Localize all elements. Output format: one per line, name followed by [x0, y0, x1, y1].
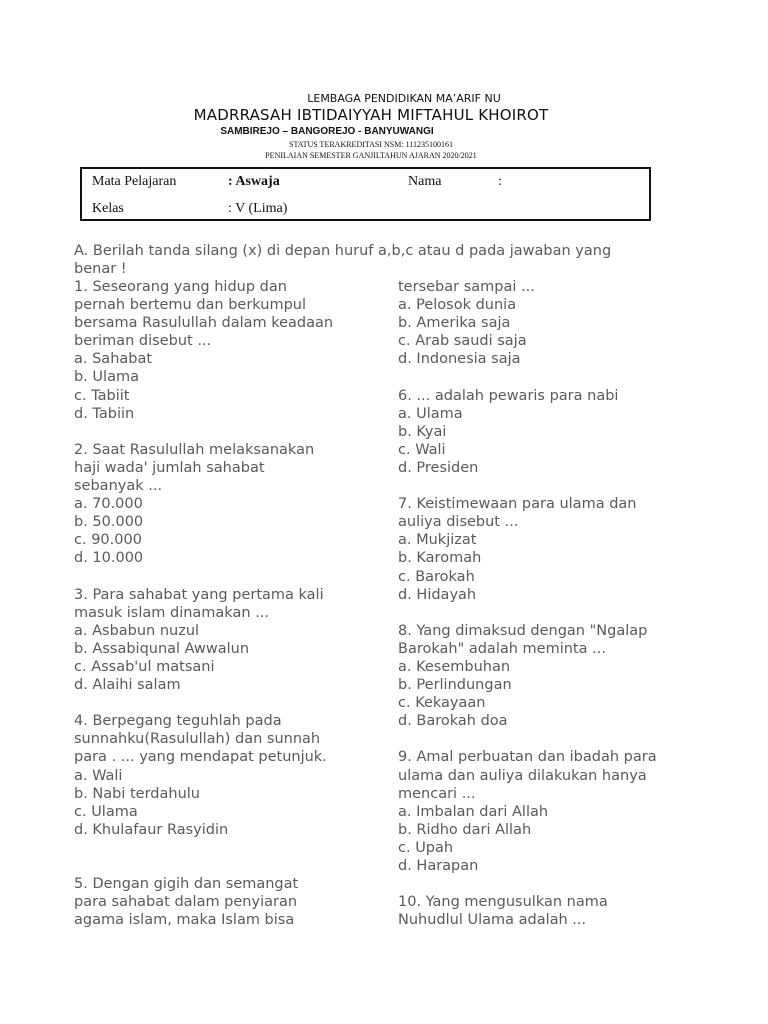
answer-option: a. Wali — [74, 767, 123, 784]
answer-option: a. 70.000 — [74, 496, 143, 513]
question-text: bersama Rasulullah dalam keadaan — [74, 315, 334, 332]
answer-option: c. 90.000 — [74, 532, 142, 549]
question-text: 8. Yang dimaksud dengan "Ngalap — [398, 622, 648, 639]
question-text: sunnahku(Rasulullah) dan sunnah — [74, 731, 321, 748]
answer-option: b. 50.000 — [74, 514, 144, 531]
right-question-column — [398, 278, 718, 929]
answer-option: d. Tabiin — [74, 405, 135, 422]
answer-option: c. Tabiit — [74, 387, 130, 404]
answer-option: d. Barokah doa — [398, 713, 508, 730]
answer-option: a. Ulama — [398, 405, 463, 422]
accreditation-status: STATUS TERAKREDITASI NSM: 111235100161 — [289, 140, 453, 149]
answer-option: d. Indonesia saja — [398, 351, 521, 368]
answer-option: a. Asbabun nuzul — [74, 622, 200, 639]
class-label: Kelas — [92, 201, 124, 216]
answer-option: a. Kesembuhan — [398, 658, 511, 675]
answer-option: b. Karomah — [398, 550, 482, 567]
school-address: SAMBIREJO – BANGOREJO - BANYUWANGI — [220, 126, 434, 137]
instruction-line: A. Berilah tanda silang (x) di depan huruf a,b,c atau d pada jawaban yang — [74, 243, 612, 259]
question-text: agama islam, maka Islam bisa — [74, 912, 295, 929]
question-text: auliya disebut ... — [398, 514, 519, 531]
name-label: Nama — [408, 174, 442, 189]
question-text: 1. Seseorang yang hidup dan — [74, 279, 287, 295]
answer-option: c. Arab saudi saja — [398, 333, 527, 350]
answer-option: a. Imbalan dari Allah — [398, 803, 549, 820]
answer-option: d. Alaihi salam — [74, 677, 181, 694]
answer-option: d. Khulafaur Rasyidin — [74, 821, 229, 838]
answer-option: c. Upah — [398, 839, 454, 856]
question-text: pernah bertemu dan berkumpul — [74, 297, 306, 314]
answer-option: b. Kyai — [398, 423, 447, 440]
left-question-column — [74, 278, 374, 929]
answer-option: c. Barokah — [398, 568, 475, 585]
answer-option: b. Amerika saja — [398, 315, 511, 332]
class-value: : V (Lima) — [228, 201, 288, 216]
question-text: masuk islam dinamakan ... — [74, 604, 269, 621]
question-text: 9. Amal perbuatan dan ibadah para — [398, 749, 657, 766]
student-info-box — [80, 167, 651, 221]
instruction-line: benar ! — [74, 261, 127, 278]
question-text: ulama dan auliya dilakukan hanya — [398, 767, 647, 784]
question-text: haji wada' jumlah sahabat — [74, 459, 265, 476]
answer-option: b. Nabi terdahulu — [74, 785, 200, 802]
answer-option: a. Mukjizat — [398, 532, 477, 549]
answer-option: a. Pelosok dunia — [398, 297, 517, 314]
exam-title: PENILAIAN SEMESTER GANJILTAHUN AJARAN 2020/2021 — [265, 151, 477, 160]
answer-option: b. Ridho dari Allah — [398, 821, 532, 838]
question-text: tersebar sampai ... — [398, 279, 535, 295]
answer-option: b. Perlindungan — [398, 677, 512, 694]
question-text: sebanyak ... — [74, 478, 163, 495]
answer-option: d. Presiden — [398, 459, 479, 476]
answer-option: b. Ulama — [74, 369, 139, 386]
question-text: 10. Yang mengusulkan nama — [398, 894, 608, 911]
subject-label: Mata Pelajaran — [92, 174, 177, 189]
question-text: 2. Saat Rasulullah melaksanakan — [74, 441, 315, 458]
question-text: para sahabat dalam penyiaran — [74, 894, 298, 911]
answer-option: d. 10.000 — [74, 550, 144, 567]
question-text: para . ... yang mendapat petunjuk. — [74, 749, 327, 766]
subject-value: : Aswaja — [228, 174, 280, 189]
question-text: 7. Keistimewaan para ulama dan — [398, 496, 637, 513]
question-text: Barokah" adalah meminta ... — [398, 640, 606, 657]
answer-option: c. Assab'ul matsani — [74, 658, 215, 675]
question-text: 4. Berpegang teguhlah pada — [74, 713, 282, 730]
answer-option: c. Ulama — [74, 803, 138, 820]
question-text: beriman disebut ... — [74, 333, 212, 350]
question-text: 6. ... adalah pewaris para nabi — [398, 387, 619, 404]
question-text: 5. Dengan gigih dan semangat — [74, 876, 299, 893]
name-value: : — [498, 174, 502, 189]
question-text: Nuhudlul Ulama adalah ... — [398, 912, 587, 929]
answer-option: b. Assabiqunal Awwalun — [74, 640, 250, 657]
instruction — [74, 242, 674, 278]
answer-option: c. Wali — [398, 441, 446, 458]
question-text: mencari ... — [398, 785, 476, 802]
school-name: MADRRASAH IBTIDAIYYAH MIFTAHUL KHOIROT — [193, 106, 549, 124]
answer-option: a. Sahabat — [74, 351, 153, 368]
answer-option: d. Harapan — [398, 858, 479, 874]
institution-name: LEMBAGA PENDIDIKAN MA’ARIF NU — [307, 92, 501, 105]
answer-option: d. Hidayah — [398, 586, 477, 603]
question-text: 3. Para sahabat yang pertama kali — [74, 586, 324, 603]
answer-option: c. Kekayaan — [398, 695, 486, 712]
